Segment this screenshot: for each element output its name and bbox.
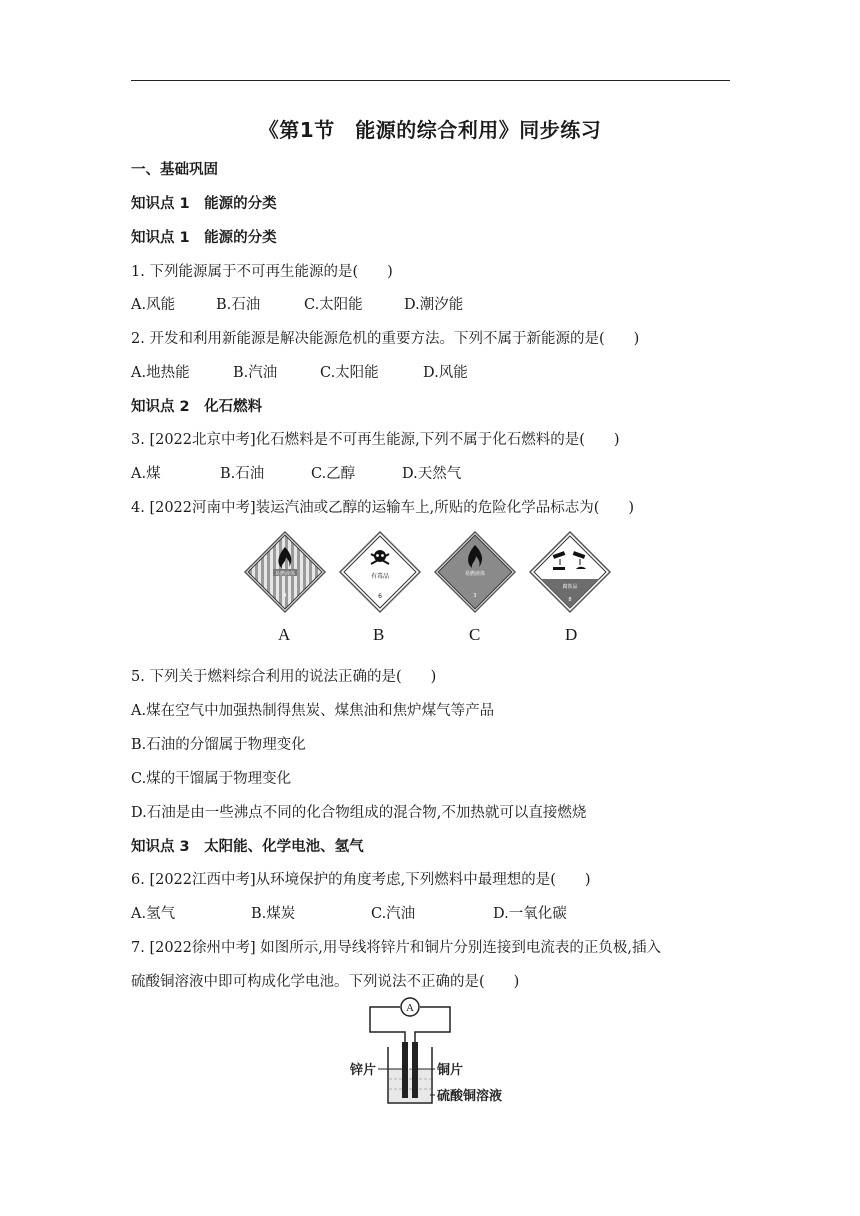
ammeter-label: A — [406, 1002, 414, 1014]
knowledge-point-heading: 知识点 2 化石燃料 — [131, 399, 263, 415]
option-c: C.太阳能 — [320, 365, 379, 381]
zinc-electrode — [402, 1042, 408, 1098]
option-a: A.氢气 — [131, 906, 176, 922]
section-heading: 一、基础巩固 — [131, 162, 218, 178]
sign-b-text: 有毒品 — [370, 573, 390, 580]
solution-label: 硫酸铜溶液 — [437, 1089, 503, 1104]
knowledge-point-heading: 知识点 1 能源的分类 — [131, 196, 277, 212]
hazard-signs-figure — [240, 531, 620, 651]
option-b: B.石油 — [216, 297, 261, 313]
option-c: C.汽油 — [371, 906, 416, 922]
question-5-stem: 5. 下列关于燃料综合利用的说法正确的是( ) — [131, 669, 437, 685]
question-7-stem-line2: 硫酸铜溶液中即可构成化学电池。下列说法不正确的是( ) — [131, 974, 520, 990]
question-6-options — [131, 902, 567, 923]
question-3-options — [131, 462, 461, 483]
knowledge-point-heading: 知识点 1 能源的分类 — [131, 230, 277, 246]
sign-c-text: 易燃液体 — [464, 571, 486, 577]
copper-electrode — [412, 1042, 418, 1098]
hazard-sign-b — [340, 532, 420, 612]
option-d: D.石油是由一些沸点不同的化合物组成的混合物,不加热就可以直接燃烧 — [131, 805, 587, 821]
option-d: D.风能 — [423, 365, 468, 381]
copper-label: 铜片 — [437, 1063, 464, 1078]
sign-label-a: A — [278, 625, 291, 644]
option-c: C.乙醇 — [311, 466, 356, 482]
page-title: 《第1节 能源的综合利用》同步练习 — [258, 118, 602, 142]
option-a: A.煤在空气中加强热制得焦炭、煤焦油和焦炉煤气等产品 — [131, 703, 495, 719]
question-2-stem: 2. 开发和利用新能源是解决能源危机的重要方法。下列不属于新能源的是( ) — [131, 331, 640, 347]
option-a: A.煤 — [131, 466, 161, 482]
option-a: A.地热能 — [131, 365, 190, 381]
question-4-stem: 4. [2022河南中考]装运汽油或乙醇的运输车上,所贴的危险化学品标志为( ) — [131, 500, 635, 516]
option-d: D.天然气 — [402, 466, 462, 482]
question-3-stem: 3. [2022北京中考]化石燃料是不可再生能源,下列不属于化石燃料的是( ) — [131, 432, 620, 448]
option-b: B.石油 — [220, 466, 265, 482]
sign-label-b: B — [373, 625, 385, 644]
sign-a-number: 4 — [283, 593, 287, 599]
zinc-label: 锌片 — [349, 1063, 376, 1078]
option-d: D.潮汐能 — [404, 297, 464, 313]
sign-label-c: C — [469, 625, 481, 644]
option-c: C.太阳能 — [304, 297, 363, 313]
knowledge-point-heading: 知识点 3 太阳能、化学电池、氢气 — [131, 839, 364, 855]
option-b: B.石油的分馏属于物理变化 — [131, 737, 306, 753]
option-b: B.煤炭 — [251, 906, 296, 922]
sign-d-number: 8 — [568, 597, 572, 603]
question-6-stem: 6. [2022江西中考]从环境保护的角度考虑,下列燃料中最理想的是( ) — [131, 872, 591, 888]
option-c: C.煤的干馏属于物理变化 — [131, 771, 292, 787]
option-d: D.一氧化碳 — [493, 906, 567, 922]
header-rule — [131, 80, 730, 81]
question-1-options — [131, 293, 463, 314]
chemical-cell-figure — [330, 997, 530, 1109]
sign-b-number: 6 — [378, 593, 382, 600]
question-2-options — [131, 361, 468, 382]
option-a: A.风能 — [131, 297, 176, 313]
sign-a-text: 易燃液体 — [274, 571, 296, 577]
option-b: B.汽油 — [233, 365, 278, 381]
question-1-stem: 1. 下列能源属于不可再生能源的是( ) — [131, 264, 393, 280]
sign-label-d: D — [565, 625, 578, 644]
question-7-stem-line1: 7. [2022徐州中考] 如图所示,用导线将锌片和铜片分别连接到电流表的正负极,插入 — [131, 940, 661, 956]
sign-d-text: 腐蚀品 — [562, 584, 578, 590]
sign-c-number: 3 — [473, 593, 477, 599]
